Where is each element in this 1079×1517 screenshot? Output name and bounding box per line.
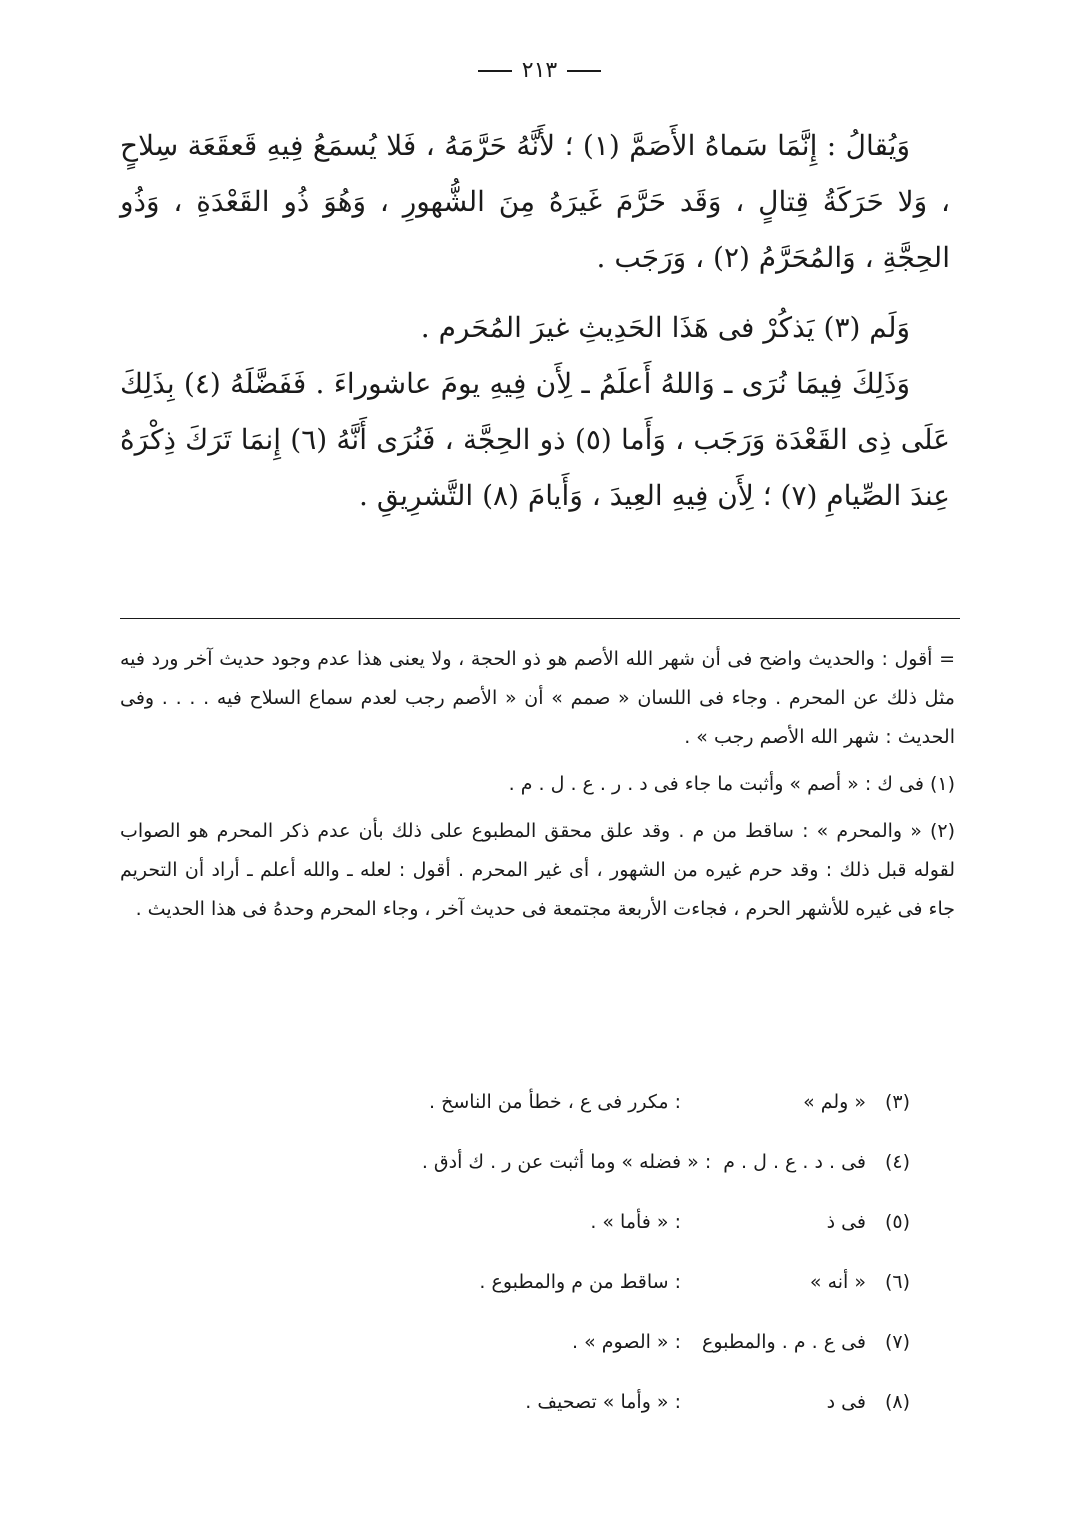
footnote-row [120,1192,910,1252]
footnote-row [120,1312,910,1372]
footnote-text: : ساقط من م والمطبوع . [479,1271,681,1293]
footnote-source: « أنه » [809,1271,866,1293]
footnote-1: (١) فى ك : « أصم » وأثبت ما جاء فى د . ر . ع . ل . م . [508,773,955,795]
main-text [120,118,950,524]
footnote-text: : « فأما » . [590,1211,681,1233]
page-number [0,58,1079,83]
paragraph: وَيُقالُ : إِنَّمَا سَماهُ الأَصَمَّ (١) ؛ لأَنَّهُ حَرَّمَهُ ، فَلا يُسمَعُ فِيهِ قَعقَعَة سِلاحٍ ، وَلا حَرَكَةُ قِتالٍ ، وَقَد حَرَّمَ غَيرَهُ مِنَ الشُّهورِ ، وَهُوَ ذُو القَعْدَةِ ، وَذُو الحِجَّةِ ، وَالمُحَرَّمُ (٢) ، وَرَجَب . [120,129,950,274]
footnote-number: (٥) [884,1211,910,1233]
paragraph: وَذَلِكَ فِيمَا نُرَى ـ وَاللهُ أَعلَمُ ـ لِأَن فِيهِ يومَ عاشوراءَ . فَفَضَّلَهُ (٤) بِذَلِكَ عَلَى ذِى القَعْدَة وَرَجَب ، وَأَما (٥) ذو الحِجَّة ، فَنُرَى أَنَّهُ (٦) إِنمَا تَرَكَ ذِكْرَهُ عِندَ الصِّيامِ (٧) ؛ لِأَن فِيهِ العِيدَ ، وَأَيامَ (٨) التَّشرِيقِ . [120,367,951,512]
footnote-source: فى ذ [826,1211,866,1233]
footnote-number: (٣) [884,1091,910,1113]
footnote-text: : « وأما » تصحيف . [525,1391,681,1413]
footnote-number: (٨) [884,1391,910,1413]
footnotes-table [120,1072,910,1432]
page-number-value: ٢١٣ [521,58,558,83]
footnote-number: (٧) [884,1331,910,1353]
footnote-separator [120,618,960,619]
paragraph: وَلَم (٣) يَذكُرْ فى هَذَا الحَدِيثِ غيرَ المُحَرم . [420,311,910,344]
footnote-continuation: = أقول : والحديث واضح فى أن شهر الله الأصم هو ذو الحجة ، ولا يعنى هذا عدم وجود حديث آخر ورد فيه مثل ذلك عن المحرم . وجاء فى اللسان « صمم » أن « الأصم رجب لعدم سماع السلاح فيه . . . . وفى الحديث : شهر الله الأصم رجب » . [120,648,955,748]
footnote-text: : مكرر فى ع ، خطأ من الناسخ . [428,1091,681,1113]
footnote-source: « ولم » [803,1091,866,1113]
page-number-dash [478,70,512,72]
footnote-row [120,1072,910,1132]
footnotes-block [120,640,955,929]
footnote-source: فى . د . ع . ل . م [723,1151,866,1173]
footnote-2: (٢) « والمحرم » : ساقط من م . وقد علق محقق المطبوع على ذلك بأن عدم ذكر المحرم هو الصواب لقوله قبل ذلك : وقد حرم غيره من الشهور ، أى غير المحرم . أقول : لعله ـ والله أعلم ـ أراد أن التحريم جاء فى غيره للأشهر الحرم ، فجاءت الأربعة مجتمعة فى حديث آخر ، وجاء المحرم وحدهُ فى هذا الحديث . [120,820,955,920]
footnote-row [120,1132,910,1192]
footnote-number: (٦) [884,1271,910,1293]
page-number-dash [567,70,601,72]
footnote-number: (٤) [884,1151,910,1173]
footnote-row [120,1252,910,1312]
footnote-text: : « الصوم » . [572,1331,681,1353]
footnote-source: فى د [826,1391,866,1413]
footnote-text: : « فضله » وما أثبت عن ر . ك أدق . [421,1151,712,1173]
footnote-source: فى ع . م . والمطبوع [702,1331,866,1353]
footnote-row [120,1372,910,1432]
